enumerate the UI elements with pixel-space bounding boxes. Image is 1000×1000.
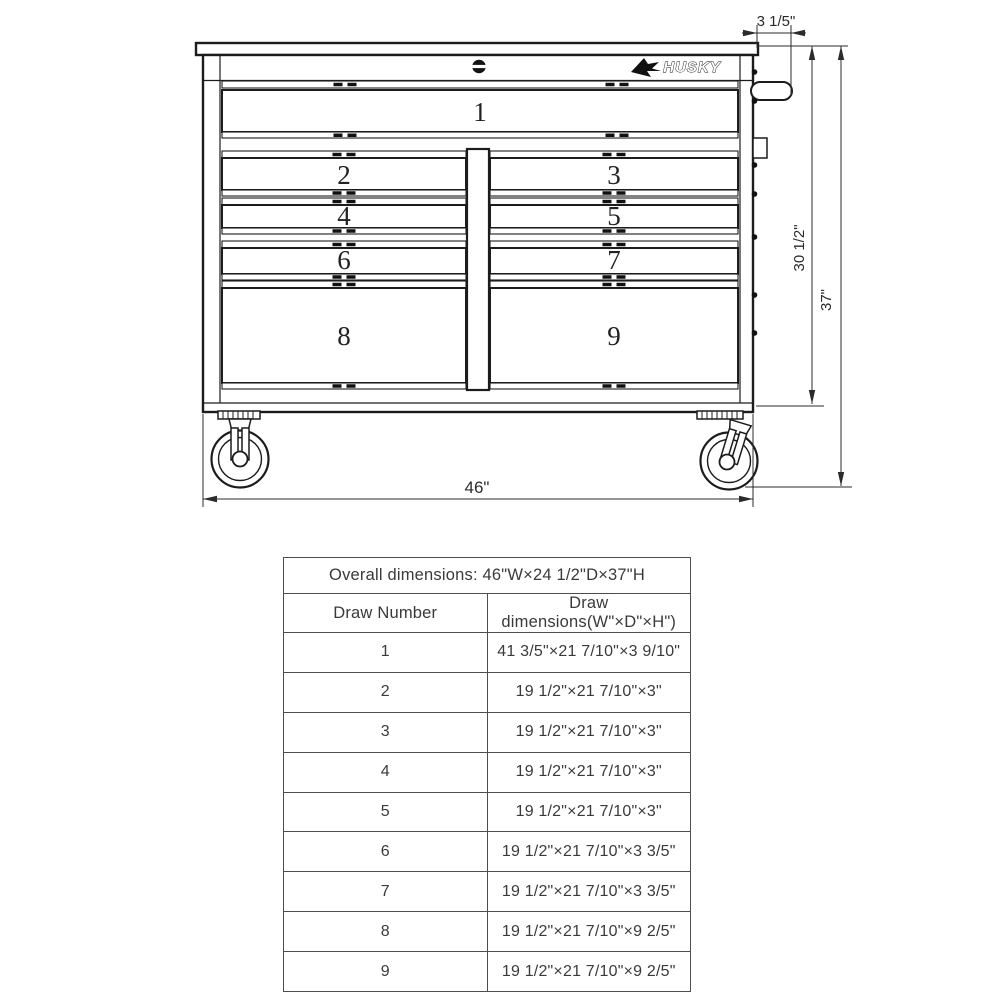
drawer-5 [490,198,738,234]
side-bracket [753,138,767,158]
drawer-5-label: 5 [607,201,621,231]
draw-number-cell: 9 [284,952,488,992]
draw-dimensions-cell: 19 1/2"×21 7/10"×3" [487,712,691,752]
drawer-8-label: 8 [337,321,351,351]
spec-row-6 [284,832,691,872]
draw-number-cell: 6 [284,832,488,872]
drawer-1-label: 1 [473,97,487,127]
draw-dimensions-cell: 19 1/2"×21 7/10"×3" [487,672,691,712]
column-header-row [284,594,691,633]
drawer-2 [222,151,466,196]
spec-row-3 [284,712,691,752]
draw-dimensions-cell: 41 3/5"×21 7/10"×3 9/10" [487,633,691,673]
drawer-2-label: 2 [337,160,351,190]
draw-number-cell: 5 [284,792,488,832]
overall-dimensions-row [284,558,691,594]
col-header-draw-number: Draw Number [284,594,488,633]
dim-body-height [791,46,815,404]
drawer-7 [490,241,738,280]
dim-body-height-label: 30 1/2" [791,224,808,272]
drawer-9 [490,281,738,389]
dim-total-width [203,414,753,507]
spec-table [283,557,691,992]
draw-number-cell: 4 [284,752,488,792]
drawer-4-label: 4 [337,201,351,231]
drawer-6-label: 6 [337,245,351,275]
husky-logo [631,58,722,77]
draw-number-cell: 3 [284,712,488,752]
spec-row-7 [284,872,691,912]
draw-dimensions-cell: 19 1/2"×21 7/10"×3" [487,752,691,792]
drawer-6 [222,241,466,280]
spec-row-2 [284,672,691,712]
spec-row-8 [284,912,691,952]
drawer-1 [222,81,738,138]
center-divider [467,149,489,390]
draw-dimensions-cell: 19 1/2"×21 7/10"×3 3/5" [487,872,691,912]
col-header-draw-dimensions: Draw dimensions(W"×D"×H") [487,594,691,633]
draw-dimensions-cell: 19 1/2"×21 7/10"×3" [487,792,691,832]
overall-dimensions-header: Overall dimensions: 46"W×24 1/2"D×37"H [284,558,691,594]
dim-total-width-label: 46" [464,478,490,497]
caster-right [697,411,758,490]
drawer-3-label: 3 [607,160,621,190]
spec-row-5 [284,792,691,832]
draw-dimensions-cell: 19 1/2"×21 7/10"×9 2/5" [487,952,691,992]
cabinet-top-cap [196,43,758,55]
caster-left [212,411,269,488]
drawer-9-label: 9 [607,321,621,351]
spec-row-9 [284,952,691,992]
draw-dimensions-cell: 19 1/2"×21 7/10"×9 2/5" [487,912,691,952]
spec-row-1 [284,633,691,673]
dim-total-height-label: 37" [818,288,835,312]
drawer-7-label: 7 [607,245,621,275]
drawer-4 [222,198,466,234]
dim-handle-depth-label: 3 1/5" [756,13,796,30]
dim-total-height [818,46,844,486]
draw-dimensions-cell: 19 1/2"×21 7/10"×3 3/5" [487,832,691,872]
draw-number-cell: 7 [284,872,488,912]
spec-row-4 [284,752,691,792]
drawer-3 [490,151,738,196]
drawer-8 [222,281,466,389]
draw-number-cell: 1 [284,633,488,673]
husky-logo-text: HUSKY [663,59,721,76]
draw-number-cell: 8 [284,912,488,952]
draw-number-cell: 2 [284,672,488,712]
side-handle [751,82,792,100]
